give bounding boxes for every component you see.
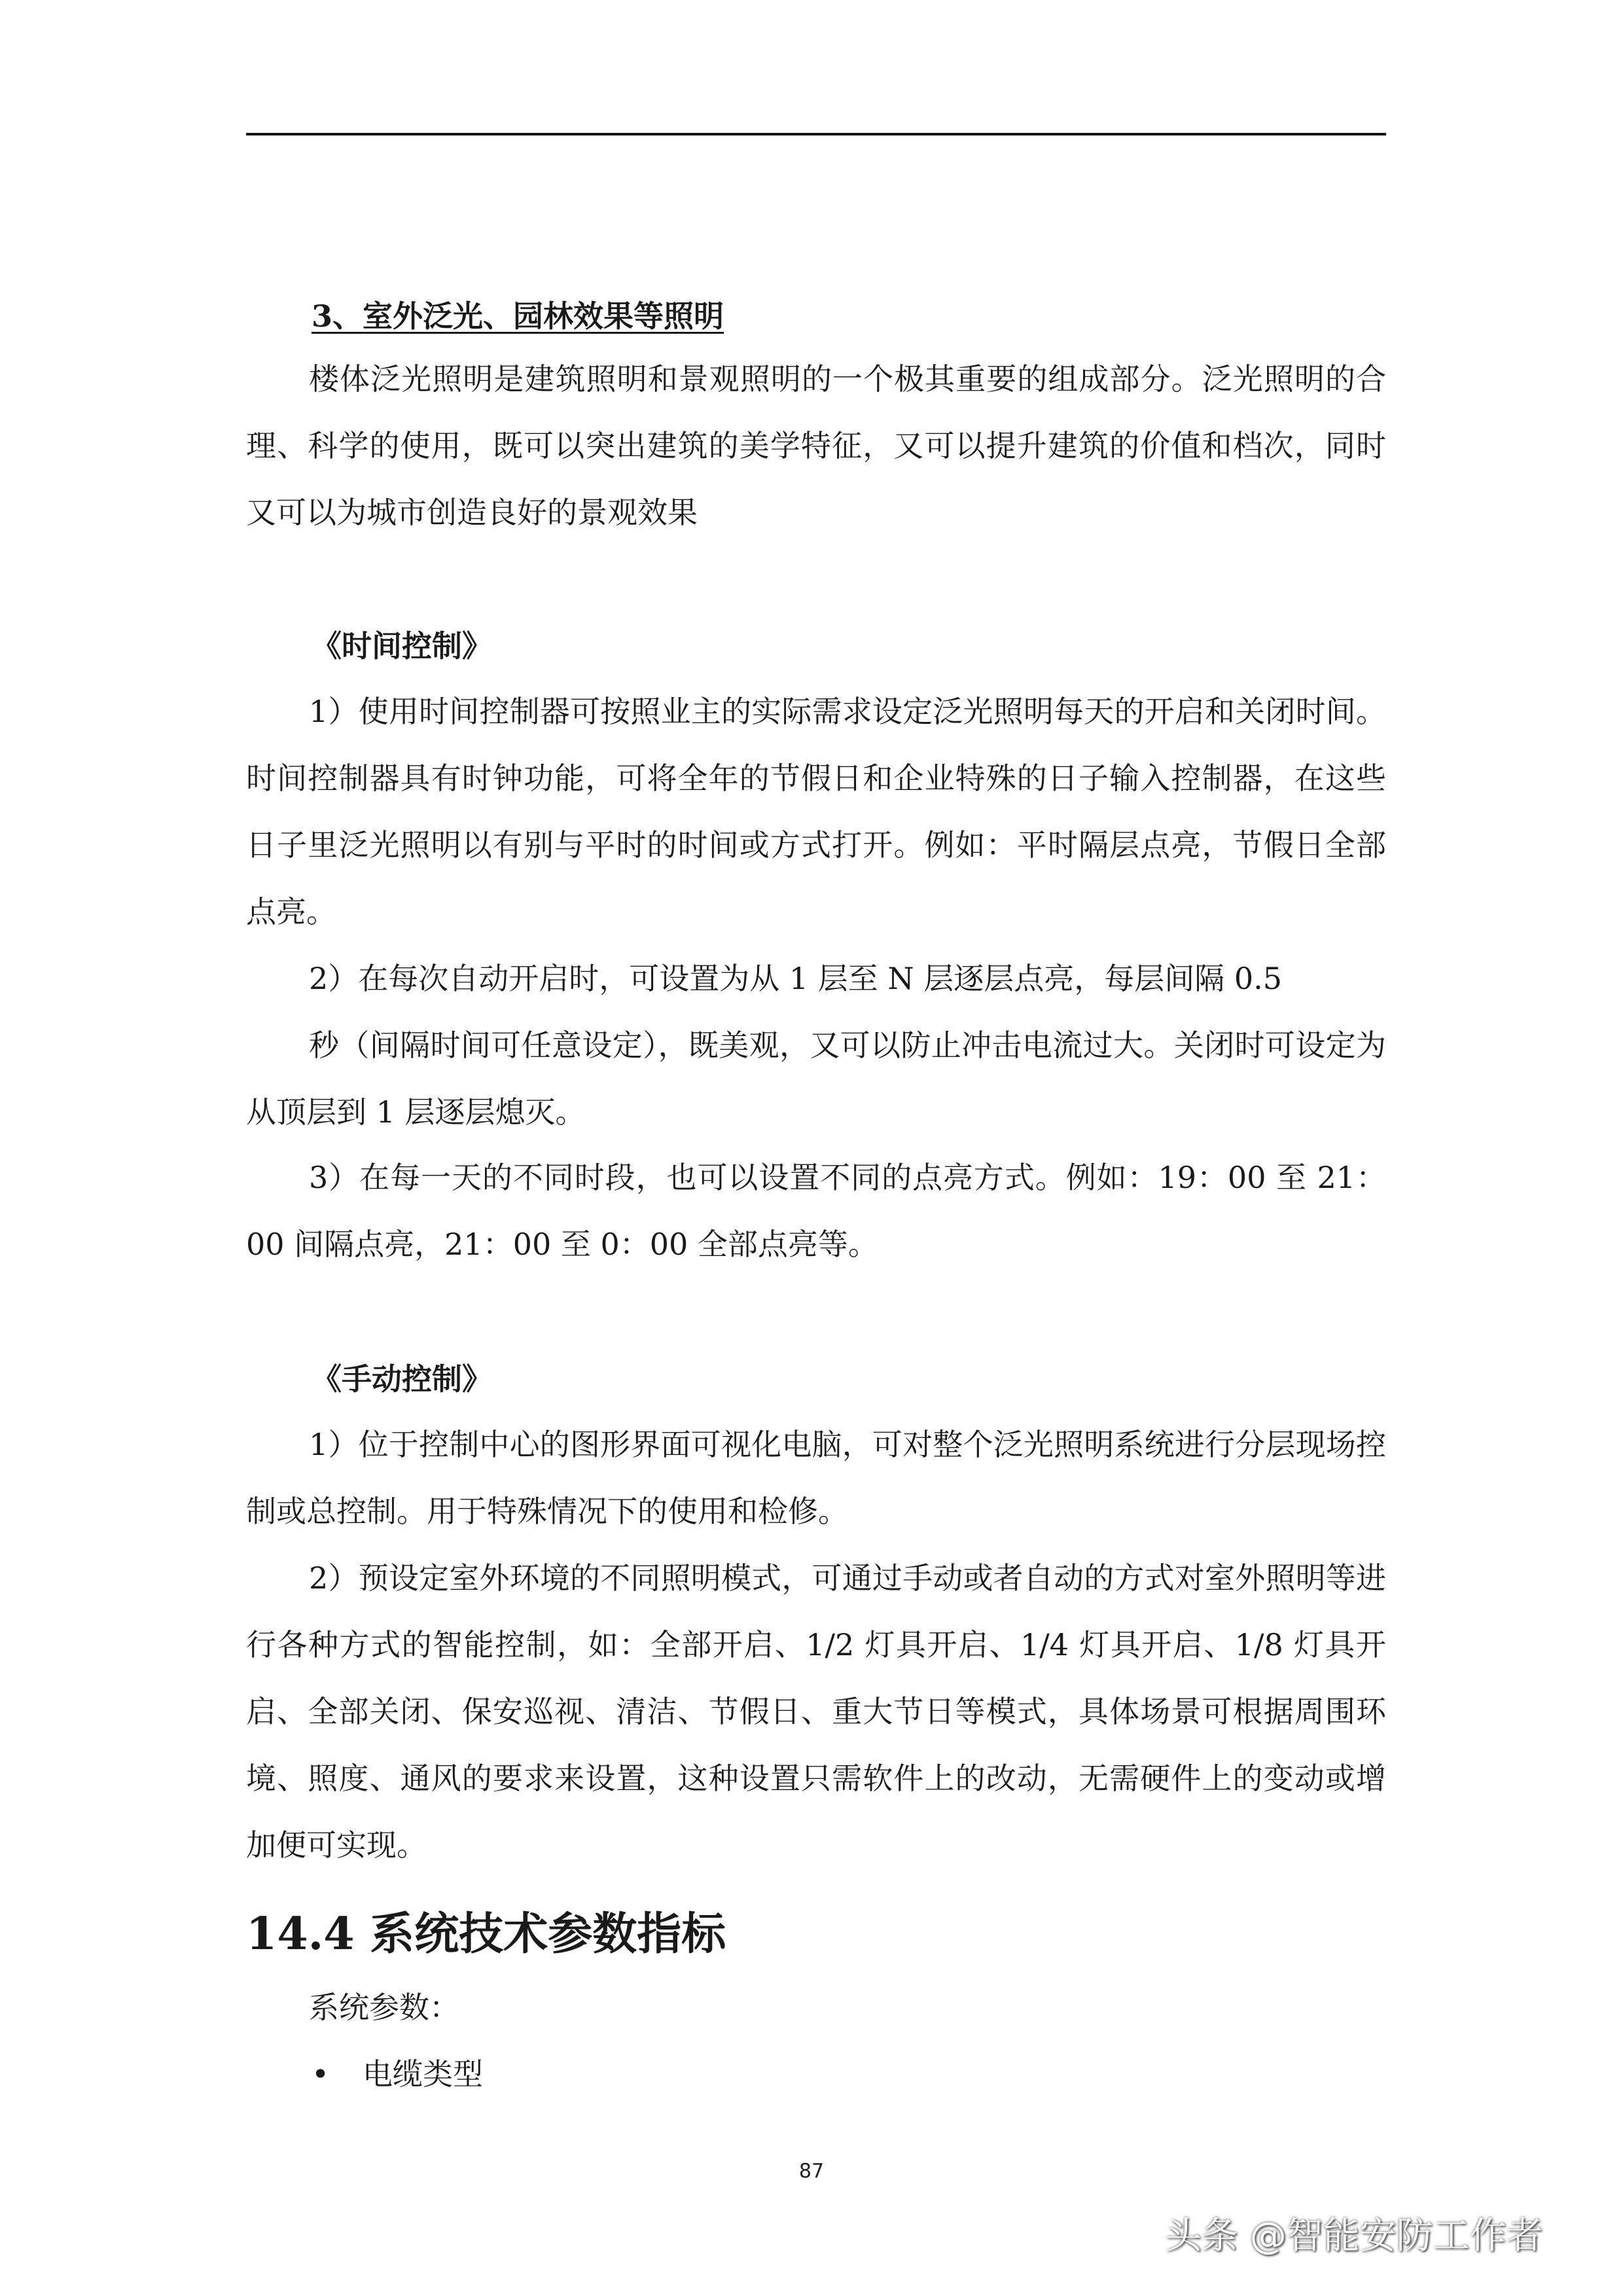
bullet-item-label: 电缆类型 [363,2056,483,2092]
manual-control-item-1: 1）位于控制中心的图形界面可视化电脑，可对整个泛光照明系统进行分层现场控制或总控制。用于特殊情况下的使用和检修。 [246,1427,1386,1529]
time-control-heading: 《时间控制》 [312,628,492,664]
manual-control-heading: 《手动控制》 [312,1361,492,1397]
bullet-dot-icon: • [312,2056,330,2092]
bullet-item [312,2041,483,2108]
time-control-item-2-line-2: 秒（间隔时间可任意设定），既美观，又可以防止冲击电流过大。关闭时可设定为从顶层到 1 层逐层熄灭。 [246,1028,1386,1130]
system-params-intro: 系统参数： [309,1990,459,2025]
section-14-4-heading: 14.4 系统技术参数指标 [246,1908,726,1960]
section3-heading: 3、室外泛光、园林效果等照明 [312,298,724,334]
time-control-item-3: 3）在每一天的不同时段，也可以设置不同的点亮方式。例如：19：00 至 21：00 间隔点亮，21：00 至 0：00 全部点亮等。 [246,1160,1386,1262]
page-number: 87 [798,2160,825,2183]
time-control-item-2-line-1: 2）在每次自动开启时，可设置为从 1 层至 N 层逐层点亮，每层间隔 0.5 [309,961,1283,996]
section3-paragraph: 楼体泛光照明是建筑照明和景观照明的一个极其重要的组成部分。泛光照明的合理、科学的使用，既可以突出建筑的美学特征，又可以提升建筑的价值和档次，同时又可以为城市创造良好的景观效果 [246,361,1386,530]
watermark: 头条 @智能安防工作者 [1165,2215,1543,2257]
manual-control-item-2: 2）预设定室外环境的不同照明模式，可通过手动或者自动的方式对室外照明等进行各种方式的智能控制，如：全部开启、1/2 灯具开启、1/4 灯具开启、1/8 灯具开启、全部关闭、保安巡视、清洁、节假日、重大节日等模式，具体场景可根据周围环境、照度、通风的要求来设置，这种设置只需软件上的改动，无需硬件上的变动或增加便可实现。 [246,1560,1386,1863]
time-control-item-1: 1）使用时间控制器可按照业主的实际需求设定泛光照明每天的开启和关闭时间。时间控制器具有时钟功能，可将全年的节假日和企业特殊的日子输入控制器，在这些日子里泛光照明以有别与平时的时间或方式打开。例如：平时隔层点亮，节假日全部点亮。 [246,694,1386,929]
header-rule [246,133,1386,135]
